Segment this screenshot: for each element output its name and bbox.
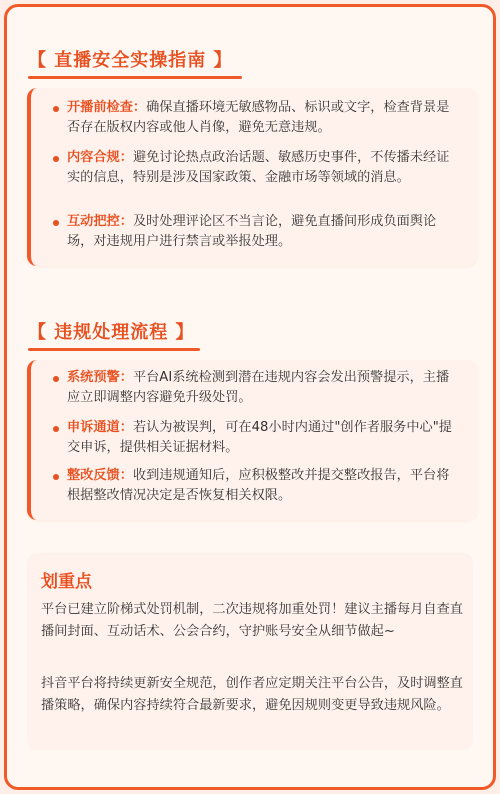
item-text: 确保直播环境无敏感物品、标识或文字，检查背景是否存在版权内容或他人肖像，避免无意违规。 <box>67 100 450 135</box>
item-text: 若认为被误判，可在48小时内通过"创作者服务中心"提交申诉，提供相关证据材料。 <box>67 420 452 455</box>
safety-guide-card <box>27 88 477 266</box>
item-text: 收到违规通知后，应积极整改并提交整改报告，平台将根据整改情况决定是否恢复相关权限。 <box>67 468 450 503</box>
list-item <box>31 368 477 408</box>
section-title-underline <box>28 348 200 351</box>
section-title-underline <box>28 76 242 79</box>
list-item <box>31 212 477 252</box>
item-key: 系统预警： <box>67 370 133 385</box>
item-key: 申诉通道： <box>67 420 133 435</box>
section-title-safety-guide: 【 直播安全实操指南 】 <box>28 50 233 71</box>
highlight-paragraph: 平台已建立阶梯式处罚机制，二次违规将加重处罚！建议主播每月自查直播间封面、互动话术、公会合约，守护账号安全从细节做起~ <box>41 602 463 639</box>
violation-process-card <box>27 360 477 520</box>
highlight-box <box>27 553 473 750</box>
section-title-violation-process: 【 违规处理流程 】 <box>28 322 195 343</box>
item-text: 及时处理评论区不当言论，避免直播间形成负面舆论场，对违规用户进行禁言或举报处理。 <box>67 214 437 249</box>
list-item <box>31 98 477 138</box>
list-item <box>31 148 477 188</box>
item-key: 互动把控： <box>67 214 133 229</box>
item-key: 内容合规： <box>67 150 133 165</box>
bullet-dot-icon <box>53 426 59 432</box>
list-item <box>31 418 477 458</box>
list-item <box>31 466 477 506</box>
item-key: 整改反馈： <box>67 468 133 483</box>
bullet-dot-icon <box>53 220 59 226</box>
item-text: 平台AI系统检测到潜在违规内容会发出预警提示，主播应立即调整内容避免升级处罚。 <box>67 370 450 405</box>
bullet-dot-icon <box>53 474 59 480</box>
bullet-dot-icon <box>53 156 59 162</box>
item-text: 避免讨论热点政治话题、敏感历史事件，不传播未经证实的信息，特别是涉及国家政策、金融市场等领域的消息。 <box>67 150 450 185</box>
highlight-title: 划重点 <box>41 572 92 592</box>
highlight-paragraph: 抖音平台将持续更新安全规范，创作者应定期关注平台公告，及时调整直播策略，确保内容持续符合最新要求，避免因规则变更导致违规风险。 <box>41 676 463 713</box>
bullet-dot-icon <box>53 376 59 382</box>
bullet-dot-icon <box>53 106 59 112</box>
item-key: 开播前检查： <box>67 100 147 115</box>
